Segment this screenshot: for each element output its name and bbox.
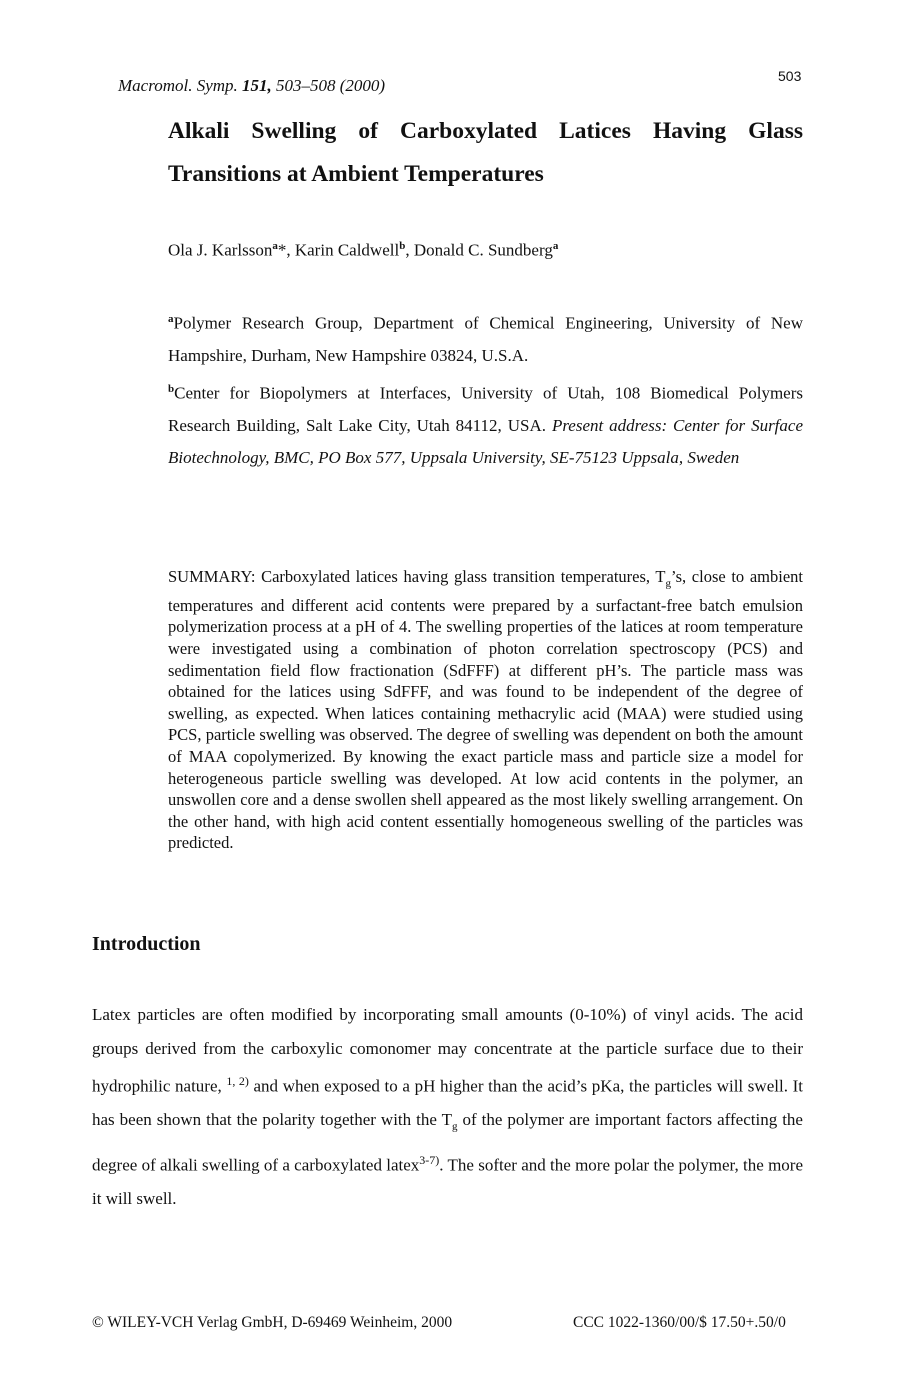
abstract-text: ’s, close to ambient temperatures and different acid contents were prepared by a surfactant-free batch emulsion polymerization process at a pH of 4. The swelling properties of the latices at room temperature were investigated using a combination of photon correlation spectroscopy (PCS) and sedimentation field flow fractionation (SdFFF) at different pH’s. The particle mass was obtained for the latices using SdFFF, and was found to be independent of the degree of swelling, as expected. When latices containing methacrylic acid (MAA) were studied using PCS, particle swelling was observed. The degree of swelling was dependent on both the amount of MAA copolymerized. By knowing the exact particle mass and particle size a model for heterogeneous particle swelling was developed. At low acid contents in the polymer, an unswollen core and a dense swollen shell appeared as the most likely swelling arrangement. On the other hand, with high acid content essentially homogeneous swelling of the particles was predicted. bbox=[168, 567, 803, 853]
journal-citation bbox=[118, 76, 385, 96]
body-text: of the polymer are important factors affecting the degree of alkali swelling of a carboxylated latex bbox=[92, 1110, 803, 1175]
section-heading-introduction: Introduction bbox=[92, 933, 201, 955]
abstract-text: SUMMARY: Carboxylated latices having glass transition temperatures, T bbox=[168, 567, 666, 586]
body-text: Latex particles are often modified by incorporating small amounts (0-10%) of vinyl acids. The acid groups derived from the carboxylic comonomer may concentrate at the particle surface due to their hydrophilic nature, bbox=[92, 1005, 803, 1096]
author-list bbox=[168, 240, 558, 261]
journal-volume: 151, bbox=[242, 76, 272, 95]
affiliation-text: Polymer Research Group, Department of Chemical Engineering, University of New Hampshire, Durham, New Hampshire 03824, U.S.A. bbox=[168, 313, 803, 366]
reference-marker: 3-7) bbox=[419, 1153, 440, 1168]
subscript-g: g bbox=[665, 577, 671, 590]
ccc-code: CCC 1022-1360/00/$ 17.50+.50/0 bbox=[573, 1314, 786, 1331]
affiliations bbox=[168, 303, 803, 475]
abstract bbox=[168, 566, 803, 854]
paper-title: Alkali Swelling of Carboxylated Latices Having Glass Transitions at Ambient Temperatures bbox=[168, 118, 803, 187]
introduction-paragraph bbox=[92, 998, 803, 1216]
author-affiliation-mark: a bbox=[552, 240, 559, 252]
body-text: and when exposed to a pH higher than the acid’s pKa, the particles will swell. It has been shown that the polarity together with the T bbox=[92, 1076, 803, 1130]
present-address: Present address: Center for Surface Biotechnology, BMC, PO Box 577, Uppsala University, SE-75123 Uppsala, Sweden bbox=[168, 415, 803, 468]
affiliation-mark: b bbox=[168, 382, 175, 395]
subscript-g: g bbox=[451, 1120, 458, 1133]
author-separator: , bbox=[405, 240, 414, 260]
affiliation-text: Center for Biopolymers at Interfaces, University of Utah, 108 Biomedical Polymers Research Building, Salt Lake City, Utah 84112, USA. bbox=[168, 383, 803, 435]
author-affiliation-mark: a bbox=[272, 240, 278, 252]
journal-name: Macromol. Symp. bbox=[118, 76, 238, 95]
affiliation-mark: a bbox=[168, 313, 174, 325]
reference-marker: 1, 2) bbox=[226, 1074, 249, 1088]
affiliation-a bbox=[168, 303, 803, 373]
author-separator: *, bbox=[277, 240, 295, 260]
journal-pages-year: 503–508 (2000) bbox=[276, 76, 386, 95]
body-text: . The softer and the more polar the polymer, the more it will swell. bbox=[92, 1155, 803, 1209]
author-name: Donald C. Sundberg bbox=[413, 240, 553, 260]
page-number: 503 bbox=[778, 68, 802, 84]
author-name: Karin Caldwell bbox=[294, 240, 400, 260]
author-name: Ola J. Karlsson bbox=[168, 240, 273, 260]
author-affiliation-mark: b bbox=[399, 240, 406, 252]
copyright-notice: © WILEY-VCH Verlag GmbH, D-69469 Weinheim, 2000 bbox=[92, 1314, 453, 1331]
affiliation-b bbox=[168, 373, 803, 475]
